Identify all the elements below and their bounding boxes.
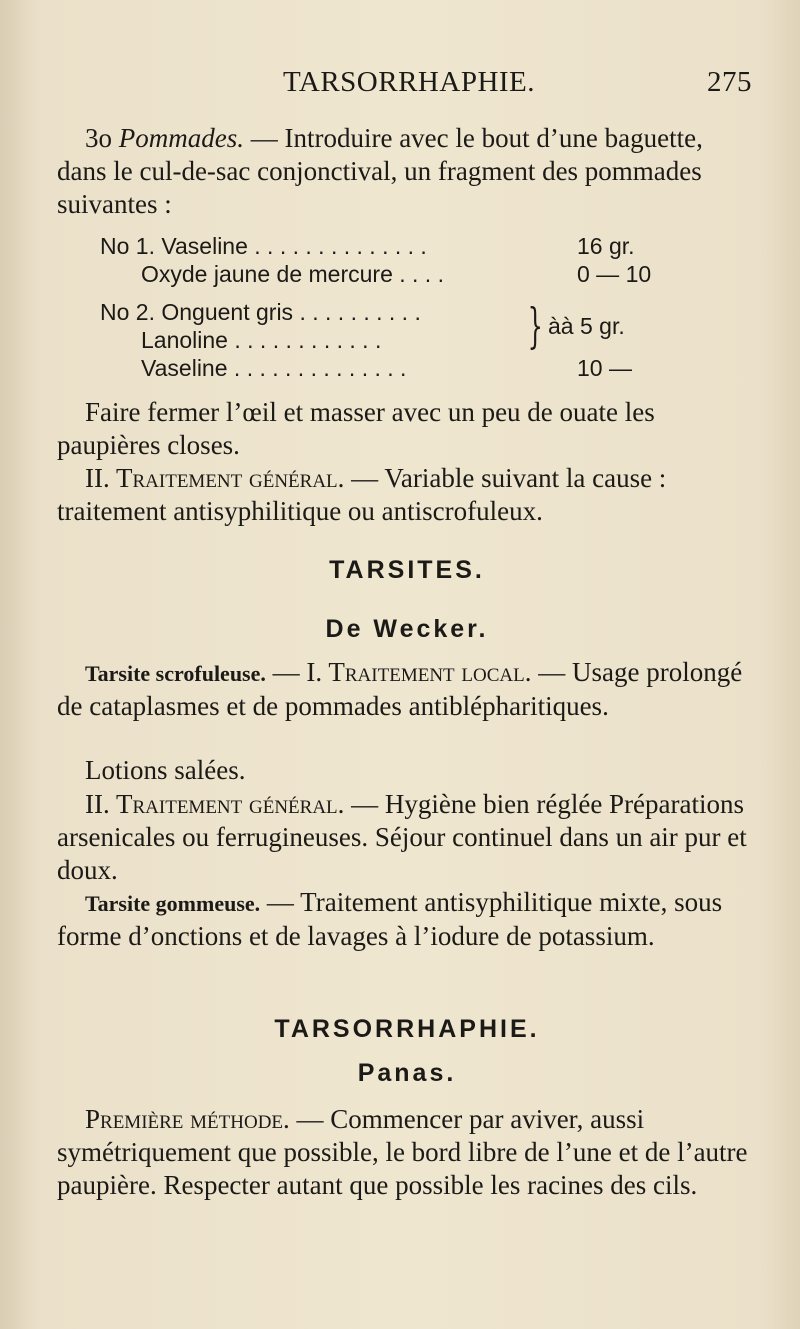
prescription-value: 16 gr. (577, 233, 635, 259)
paragraph-text: — Commencer par aviver, aussi symétriquement que possible, le bord libre de l’une et de l’autre paupière. Respecter autant que possible les racines des cils. (57, 1104, 748, 1200)
page-number: 275 (707, 66, 752, 98)
page-header (238, 66, 752, 106)
intro-text: — Introduire avec le bout d’une baguette, dans le cul-de-sac conjonctival, un fragment des pommades suivantes : (57, 123, 703, 219)
author-name: De Wecker. (325, 615, 489, 643)
paragraph-text: Lotions salées. (85, 755, 246, 785)
section-label: Première méthode. (85, 1104, 290, 1134)
prescription-row (100, 232, 670, 260)
section-label: — I. Traitement local. (265, 657, 532, 687)
section-label: II. Traitement général. (85, 789, 345, 819)
paragraph (57, 396, 757, 462)
paragraph-text: — Variable suivant la cause : traitement antisyphilitique ou antiscrofuleux. (57, 463, 667, 526)
running-head: TARSORRHAPHIE. (283, 66, 536, 98)
intro-paragraph (57, 122, 757, 221)
section-title: TARSITES. (329, 556, 485, 584)
term-label: Tarsite scrofuleuse. (85, 661, 266, 686)
intro-title: Pommades. (118, 123, 244, 153)
prescription-value: 0 — 10 (577, 261, 652, 287)
paragraph-text: — Traitement antisyphilitique mixte, sous forme d’onctions et de lavages à l’iodure de potassium. (57, 887, 723, 951)
prescription-label: Oxyde jaune de mercure . . . . (141, 261, 444, 287)
section-heading (57, 554, 757, 587)
paragraph (57, 1103, 757, 1202)
prescription-list (100, 232, 670, 382)
author-name: Panas. (357, 1059, 457, 1087)
section-title: TARSORRHAPHIE. (274, 1015, 540, 1043)
brace-symbol: } (527, 298, 543, 354)
section-author (57, 1057, 757, 1090)
term-label: Tarsite gommeuse. (85, 891, 261, 916)
section-label: II. Traitement général. (85, 463, 345, 493)
paragraph (57, 788, 757, 887)
paragraph (57, 886, 757, 953)
intro-number: 3o (85, 123, 112, 153)
prescription-label: Lanoline . . . . . . . . . . . . (141, 327, 382, 353)
prescription-value: àà 5 gr. (548, 313, 625, 339)
prescription-label: No 1. Vaseline . . . . . . . . . . . . . . (100, 233, 427, 259)
paragraph (57, 754, 757, 787)
prescription-label: Vaseline . . . . . . . . . . . . . . (141, 355, 407, 381)
section-author (57, 613, 757, 646)
section-heading (57, 1013, 757, 1046)
paragraph-text: Faire fermer l’œil et masser avec un peu de ouate les paupières closes. (57, 397, 655, 460)
prescription-row (141, 354, 670, 382)
paragraph-text: — Usage prolongé de cataplasmes et de pommades antiblépharitiques. (57, 657, 743, 721)
prescription-value: 10 — (577, 355, 632, 381)
paragraph-text: — Hygiène bien réglée Préparations arsenicales ou ferrugineuses. Séjour continuel dans un air pur et doux. (57, 789, 747, 885)
prescription-label: No 2. Onguent gris . . . . . . . . . . (100, 299, 421, 325)
paragraph (57, 462, 757, 528)
prescription-row (141, 260, 670, 288)
prescription-group (100, 298, 670, 354)
paragraph (57, 656, 757, 723)
